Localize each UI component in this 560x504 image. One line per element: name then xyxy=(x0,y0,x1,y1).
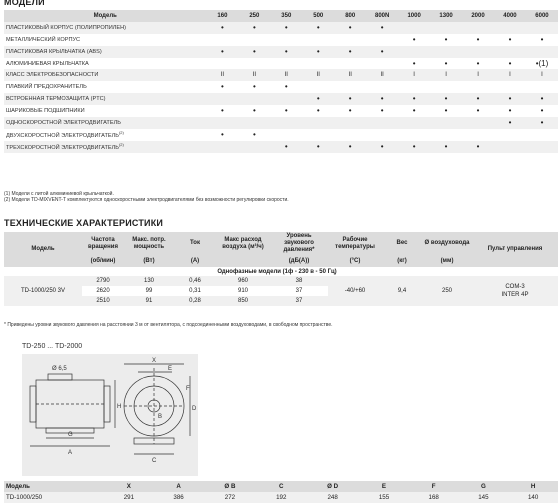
dims-header-cell: Ø D xyxy=(306,481,359,492)
models-row-label xyxy=(4,22,206,34)
models-cell: • xyxy=(430,93,462,105)
models-cell: • xyxy=(334,22,366,34)
tech-header-model: Модель xyxy=(4,232,82,267)
dims-cell: 291 xyxy=(104,492,154,503)
dims-header-row xyxy=(4,481,558,492)
models-cell xyxy=(398,81,430,93)
models-cell xyxy=(270,34,302,46)
models-cell xyxy=(270,93,302,105)
tech-cell-noise: 38 xyxy=(270,276,328,286)
models-cell xyxy=(302,58,334,70)
terminal-box xyxy=(48,374,72,380)
models-row-label-text: ПЛАСТИКОВАЯ КРЫЛЬЧАТКА (ABS) xyxy=(6,48,102,55)
models-row-label-text: МЕТАЛЛИЧЕСКИЙ КОРПУС xyxy=(6,36,81,43)
model-col-header: 160 xyxy=(206,10,238,22)
tech-unit-diameter: (мм) xyxy=(422,255,472,267)
models-footnote-1: (1) Модели с литой алюминиевой крыльчаткой. xyxy=(4,191,114,197)
models-cell xyxy=(270,117,302,129)
models-cell xyxy=(526,129,558,141)
model-col-header: 800 xyxy=(334,10,366,22)
models-cell: • xyxy=(366,93,398,105)
dims-header-cell: C xyxy=(256,481,306,492)
models-cell: • xyxy=(526,93,558,105)
models-cell: • xyxy=(366,22,398,34)
dims-cell: 248 xyxy=(306,492,359,503)
dimension-drawing xyxy=(22,354,198,476)
models-row-label-text: ПЛАСТИКОВЫЙ КОРПУС (ПОЛИПРОПИЛЕН) xyxy=(6,24,127,31)
dimensions-table xyxy=(4,481,558,503)
tech-header-row xyxy=(4,232,558,255)
models-cell: • xyxy=(366,46,398,58)
dims-header-cell: G xyxy=(459,481,509,492)
models-cell xyxy=(366,81,398,93)
models-cell: • xyxy=(334,93,366,105)
tech-unit-speed: (об/мин) xyxy=(82,255,124,267)
models-cell: • xyxy=(398,58,430,70)
label-g: G xyxy=(68,432,73,438)
dims-cell: 155 xyxy=(359,492,409,503)
models-row-label xyxy=(4,34,206,46)
dims-header-cell: E xyxy=(359,481,409,492)
models-cell xyxy=(398,129,430,141)
models-cell xyxy=(430,22,462,34)
models-row xyxy=(4,141,558,153)
models-cell xyxy=(334,34,366,46)
models-cell: • xyxy=(270,22,302,34)
models-cell xyxy=(270,129,302,141)
tech-cell-current: 0,28 xyxy=(174,296,216,306)
models-cell: • xyxy=(462,34,494,46)
label-e: E xyxy=(168,366,173,372)
models-cell: • xyxy=(430,34,462,46)
models-cell xyxy=(462,46,494,58)
tech-control-2: INTER 4P xyxy=(501,292,529,298)
models-cell: • xyxy=(302,141,334,153)
tech-header-noise: Уровень звукового давления* xyxy=(270,232,328,255)
models-row-label-text: ШАРИКОВЫЕ ПОДШИПНИКИ xyxy=(6,108,85,115)
models-row-label-text: ПЛАВКИЙ ПРЕДОХРАНИТЕЛЬ xyxy=(6,84,87,91)
models-cell: • xyxy=(206,81,238,93)
tech-specs-table xyxy=(4,232,558,306)
models-cell: • xyxy=(302,93,334,105)
models-cell xyxy=(270,58,302,70)
tech-header-current: Ток xyxy=(174,232,216,255)
models-cell xyxy=(206,58,238,70)
models-row-label-text: ТРЕХСКОРОСТНОЙ ЭЛЕКТРОДВИГАТЕЛЬ xyxy=(6,145,119,152)
tech-cell-current: 0,46 xyxy=(174,276,216,286)
models-row-label xyxy=(4,46,206,58)
models-cell xyxy=(238,117,270,129)
models-cell xyxy=(462,117,494,129)
models-cell: • xyxy=(270,46,302,58)
models-cell: • xyxy=(270,141,302,153)
models-cell: • xyxy=(430,141,462,153)
models-cell xyxy=(494,141,526,153)
model-col-header: 2000 xyxy=(462,10,494,22)
model-col-header: 1300 xyxy=(430,10,462,22)
models-cell: • xyxy=(462,93,494,105)
dims-header-cell: F xyxy=(409,481,459,492)
models-row xyxy=(4,22,558,34)
models-cell: • xyxy=(238,129,270,141)
models-row-label-text: ДВУХСКОРОСТНОЙ ЭЛЕКТРОДВИГАТЕЛЬ xyxy=(6,133,119,140)
drawing-title: TD-250 ... TD-2000 xyxy=(22,343,83,350)
models-cell: • xyxy=(462,58,494,70)
tech-header-weight: Вес xyxy=(382,232,422,255)
models-row-footnote-ref: (2) xyxy=(118,130,124,136)
models-cell: • xyxy=(494,105,526,117)
tech-unit-power: (Вт) xyxy=(124,255,174,267)
models-cell xyxy=(494,46,526,58)
models-cell: • xyxy=(238,81,270,93)
models-cell: II xyxy=(334,69,366,81)
models-row xyxy=(4,93,558,105)
models-cell: •(1) xyxy=(526,58,558,70)
models-cell: • xyxy=(494,117,526,129)
models-cell: • xyxy=(334,105,366,117)
models-cell xyxy=(526,46,558,58)
tech-cell-noise: 37 xyxy=(270,296,328,306)
tech-temp: -40/+60 xyxy=(328,276,382,306)
models-cell: • xyxy=(206,46,238,58)
tech-header-control: Пульт управления xyxy=(472,232,558,267)
models-row xyxy=(4,58,558,70)
models-cell: • xyxy=(462,105,494,117)
models-cell xyxy=(302,117,334,129)
models-header-label: Модель xyxy=(4,10,206,22)
tech-weight: 9,4 xyxy=(382,276,422,306)
models-cell xyxy=(430,129,462,141)
models-cell xyxy=(462,22,494,34)
dims-cell: 386 xyxy=(154,492,204,503)
tech-data-row xyxy=(4,276,558,286)
dims-header-cell: A xyxy=(154,481,204,492)
models-cell xyxy=(462,81,494,93)
tech-control-1: COM-3 xyxy=(505,284,525,290)
models-cell xyxy=(366,129,398,141)
models-cell xyxy=(206,117,238,129)
model-col-header: 350 xyxy=(270,10,302,22)
models-cell: • xyxy=(238,105,270,117)
models-cell: • xyxy=(238,46,270,58)
tech-header-diameter: Ø воздуховода xyxy=(422,232,472,255)
models-row-label xyxy=(4,141,206,153)
models-row xyxy=(4,81,558,93)
tech-note: * Приведены уровни звукового давления на расстоянии 3 м от вентилятора, с подсоединенными воздуховодами, в свободном пространстве. xyxy=(4,322,333,328)
tech-header-speed: Частота вращения xyxy=(82,232,124,255)
tech-unit-current: (А) xyxy=(174,255,216,267)
models-row-label xyxy=(4,58,206,70)
models-cell xyxy=(526,22,558,34)
models-cell: • xyxy=(430,58,462,70)
models-cell xyxy=(302,81,334,93)
models-cell xyxy=(206,93,238,105)
models-header-row xyxy=(4,10,558,22)
models-row xyxy=(4,105,558,117)
models-cell: • xyxy=(398,105,430,117)
tech-group-spacer xyxy=(472,267,558,276)
label-h: H xyxy=(117,404,122,410)
dims-cell: TD-1000/250 xyxy=(4,492,104,503)
tech-cell-speed: 2620 xyxy=(82,286,124,296)
tech-cell-speed: 2790 xyxy=(82,276,124,286)
models-cell: • xyxy=(206,105,238,117)
models-row-label-text: КЛАСС ЭЛЕКТРОБЕЗОПАСНОСТИ xyxy=(6,72,99,79)
models-cell xyxy=(494,81,526,93)
models-cell xyxy=(238,93,270,105)
tech-unit-airflow xyxy=(216,255,270,267)
models-cell: • xyxy=(398,34,430,46)
models-matrix-table xyxy=(4,10,558,153)
tech-cell-current: 0,31 xyxy=(174,286,216,296)
models-cell xyxy=(206,141,238,153)
models-row-label xyxy=(4,81,206,93)
dims-cell: 140 xyxy=(508,492,558,503)
models-cell xyxy=(334,117,366,129)
label-d: D xyxy=(192,406,197,412)
tech-cell-airflow: 910 xyxy=(216,286,270,296)
models-cell: II xyxy=(302,69,334,81)
models-row-label xyxy=(4,129,206,141)
models-cell xyxy=(334,129,366,141)
tech-control xyxy=(472,276,558,306)
models-cell xyxy=(206,34,238,46)
label-bolt: Ø 6,5 xyxy=(52,366,67,372)
models-cell xyxy=(302,34,334,46)
models-cell: • xyxy=(270,81,302,93)
models-cell xyxy=(430,46,462,58)
models-cell xyxy=(238,58,270,70)
models-cell xyxy=(366,117,398,129)
tech-group-spacer xyxy=(4,267,82,276)
models-row-label-text: ОДНОСКОРОСТНОЙ ЭЛЕКТРОДВИГАТЕЛЬ xyxy=(6,119,121,126)
tech-cell-power: 91 xyxy=(124,296,174,306)
models-row xyxy=(4,34,558,46)
models-cell: • xyxy=(238,22,270,34)
models-cell xyxy=(366,34,398,46)
models-cell: • xyxy=(366,141,398,153)
tech-cell-speed: 2510 xyxy=(82,296,124,306)
label-b: B xyxy=(158,414,163,420)
models-cell: • xyxy=(206,22,238,34)
tech-cell-power: 99 xyxy=(124,286,174,296)
dims-header-cell: X xyxy=(104,481,154,492)
model-col-header: 250 xyxy=(238,10,270,22)
dims-cell: 168 xyxy=(409,492,459,503)
models-cell: I xyxy=(430,69,462,81)
label-c: C xyxy=(152,458,157,464)
models-row-label-text: АЛЮМИНИЕВАЯ КРЫЛЬЧАТКА xyxy=(6,60,89,67)
tech-unit-weight: (кг) xyxy=(382,255,422,267)
models-row-footnote-ref: (2) xyxy=(118,142,124,148)
models-cell: • xyxy=(366,105,398,117)
models-row-label xyxy=(4,93,206,105)
models-cell: • xyxy=(494,93,526,105)
models-cell xyxy=(430,81,462,93)
models-cell xyxy=(238,34,270,46)
models-cell: • xyxy=(526,117,558,129)
dims-header-cell: Модель xyxy=(4,481,104,492)
tech-cell-noise: 37 xyxy=(270,286,328,296)
models-cell: II xyxy=(206,69,238,81)
model-col-header: 6000 xyxy=(526,10,558,22)
tech-cell-power: 130 xyxy=(124,276,174,286)
models-row-label xyxy=(4,117,206,129)
dims-cell: 192 xyxy=(256,492,306,503)
tech-cell-airflow: 850 xyxy=(216,296,270,306)
fan-drawing-svg xyxy=(22,354,198,476)
tech-header-power: Макс. потр. мощность xyxy=(124,232,174,255)
models-row-label xyxy=(4,69,206,81)
tech-group-row xyxy=(4,267,558,276)
models-cell: • xyxy=(302,22,334,34)
tech-header-airflow: Макс расход воздуха (м³/ч) xyxy=(216,232,270,255)
models-body xyxy=(4,22,558,153)
models-row-label-text: ВСТРОЕННАЯ ТЕРМОЗАЩИТА (PTC) xyxy=(6,96,106,103)
models-cell: I xyxy=(526,69,558,81)
models-cell xyxy=(366,58,398,70)
model-col-header: 4000 xyxy=(494,10,526,22)
models-cell: • xyxy=(462,141,494,153)
label-x: X xyxy=(152,358,157,364)
side-outlet xyxy=(104,386,110,422)
models-row-label xyxy=(4,105,206,117)
models-cell: I xyxy=(494,69,526,81)
models-cell: II xyxy=(270,69,302,81)
models-cell xyxy=(302,129,334,141)
model-col-header: 1000 xyxy=(398,10,430,22)
tech-header-temp: Рабочие температуры xyxy=(328,232,382,255)
models-cell: • xyxy=(526,105,558,117)
tech-group-label: Однофазные модели (1ф - 230 в - 50 Гц) xyxy=(82,267,472,276)
models-cell xyxy=(526,141,558,153)
models-cell: I xyxy=(462,69,494,81)
dims-header-cell: H xyxy=(508,481,558,492)
model-col-header: 500 xyxy=(302,10,334,22)
models-cell: • xyxy=(334,141,366,153)
dims-cell: 272 xyxy=(203,492,256,503)
dims-header-cell: Ø B xyxy=(203,481,256,492)
label-f: F xyxy=(186,386,190,392)
models-cell: • xyxy=(334,46,366,58)
models-cell xyxy=(462,129,494,141)
models-cell: • xyxy=(398,93,430,105)
models-row xyxy=(4,69,558,81)
models-row xyxy=(4,117,558,129)
models-cell: II xyxy=(366,69,398,81)
models-row xyxy=(4,46,558,58)
tech-section-title: ТЕХНИЧЕСКИЕ ХАРАКТЕРИСТИКИ xyxy=(4,218,164,228)
tech-unit-noise: (дБ(А)) xyxy=(270,255,328,267)
models-cell xyxy=(430,117,462,129)
models-cell xyxy=(398,22,430,34)
models-cell: • xyxy=(494,34,526,46)
side-inlet xyxy=(30,386,36,422)
models-cell: • xyxy=(430,105,462,117)
models-cell: II xyxy=(238,69,270,81)
models-cell: • xyxy=(494,58,526,70)
tech-cell-airflow: 960 xyxy=(216,276,270,286)
dims-data-row xyxy=(4,492,558,503)
model-col-header: 800N xyxy=(366,10,398,22)
models-cell xyxy=(494,22,526,34)
models-cell: • xyxy=(302,105,334,117)
models-cell: • xyxy=(302,46,334,58)
models-cell xyxy=(398,46,430,58)
models-cell: I xyxy=(398,69,430,81)
models-cell: • xyxy=(398,141,430,153)
tech-diameter: 250 xyxy=(422,276,472,306)
models-cell xyxy=(494,129,526,141)
models-row xyxy=(4,129,558,141)
models-cell xyxy=(334,81,366,93)
models-cell: • xyxy=(206,129,238,141)
models-cell xyxy=(334,58,366,70)
models-cell: • xyxy=(270,105,302,117)
label-a: A xyxy=(68,450,73,456)
models-cell xyxy=(398,117,430,129)
models-cell xyxy=(238,141,270,153)
models-footnote-2: (2) Модели TD-MIXVENT-T комплектуются односкоростными электродвигателями без возможности регулировки скорости. xyxy=(4,197,289,203)
models-cell xyxy=(526,81,558,93)
front-view xyxy=(124,364,190,454)
models-cell: • xyxy=(526,34,558,46)
tech-model-name: TD-1000/250 3V xyxy=(4,276,82,306)
tech-unit-temp: (°C) xyxy=(328,255,382,267)
models-section-title: МОДЕЛИ xyxy=(4,0,45,7)
dims-cell: 145 xyxy=(459,492,509,503)
